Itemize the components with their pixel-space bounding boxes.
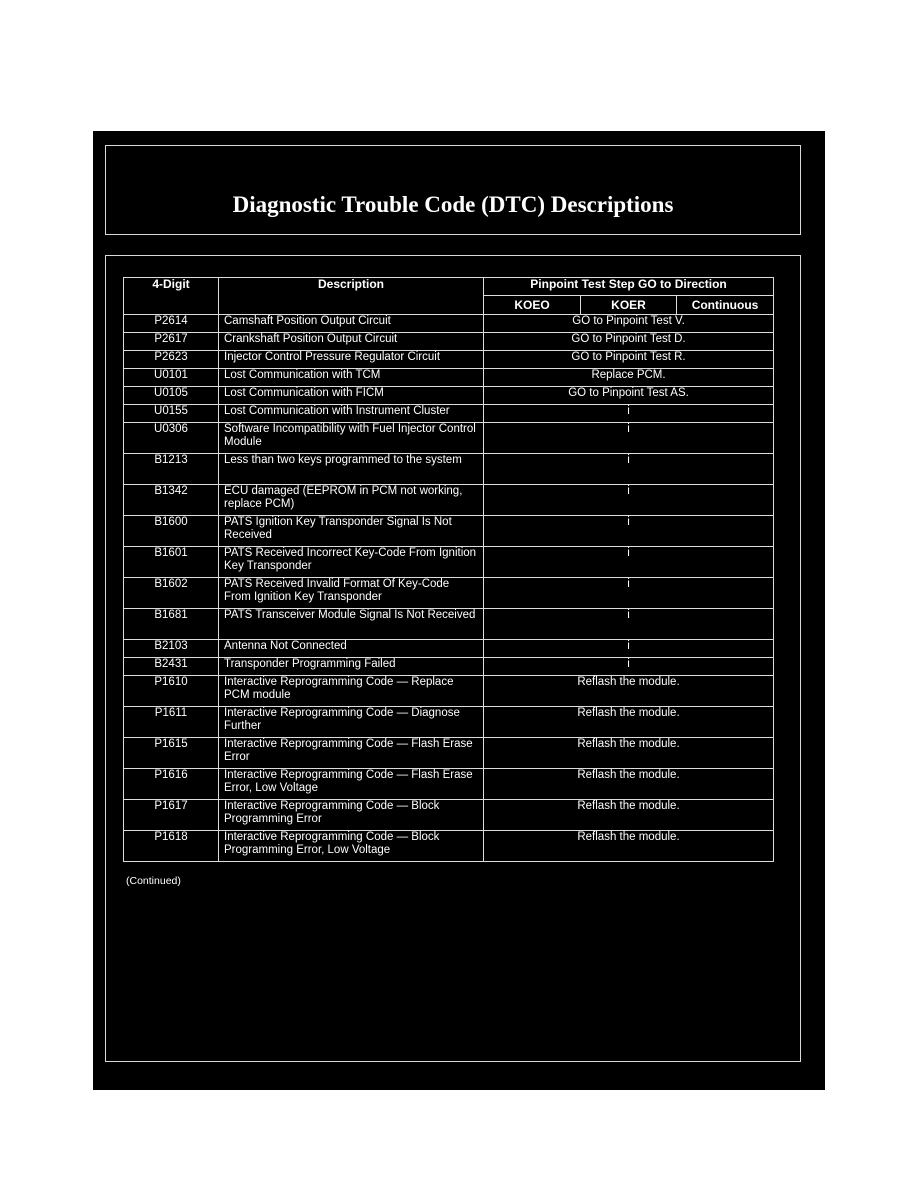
dtc-code: B2431 — [124, 658, 219, 676]
go-direction: GO to Pinpoint Test R. — [484, 351, 774, 369]
table-row — [124, 738, 774, 769]
dtc-code: P2614 — [124, 315, 219, 333]
dtc-description: PATS Received Incorrect Key-Code From Ignition Key Transponder — [219, 547, 484, 578]
go-direction: Reflash the module. — [484, 831, 774, 862]
dtc-code: U0101 — [124, 369, 219, 387]
dtc-description: Interactive Reprogramming Code — Block Programming Error, Low Voltage — [219, 831, 484, 862]
dtc-description: Transponder Programming Failed — [219, 658, 484, 676]
header-continuous: Continuous — [677, 296, 774, 315]
table-row — [124, 831, 774, 862]
dtc-description: Crankshaft Position Output Circuit — [219, 333, 484, 351]
go-direction: Reflash the module. — [484, 800, 774, 831]
table-row — [124, 351, 774, 369]
dtc-description: Less than two keys programmed to the system — [219, 454, 484, 485]
document-panel — [93, 131, 825, 1090]
dtc-description: PATS Ignition Key Transponder Signal Is Not Received — [219, 516, 484, 547]
table-row — [124, 369, 774, 387]
go-direction: i — [484, 485, 774, 516]
table-row — [124, 658, 774, 676]
dtc-code: B2103 — [124, 640, 219, 658]
go-direction: i — [484, 405, 774, 423]
dtc-code: P1611 — [124, 707, 219, 738]
dtc-description: Lost Communication with FICM — [219, 387, 484, 405]
content-box — [105, 255, 801, 1062]
dtc-description: Camshaft Position Output Circuit — [219, 315, 484, 333]
dtc-code: U0306 — [124, 423, 219, 454]
dtc-description: PATS Received Invalid Format Of Key-Code From Ignition Key Transponder — [219, 578, 484, 609]
go-direction: i — [484, 640, 774, 658]
go-direction: i — [484, 547, 774, 578]
go-direction: Reflash the module. — [484, 707, 774, 738]
table-row — [124, 547, 774, 578]
dtc-description: Lost Communication with TCM — [219, 369, 484, 387]
dtc-code: U0105 — [124, 387, 219, 405]
table-row — [124, 640, 774, 658]
go-direction: i — [484, 454, 774, 485]
dtc-description: Interactive Reprogramming Code — Flash Erase Error, Low Voltage — [219, 769, 484, 800]
table-row — [124, 609, 774, 640]
dtc-code: P1610 — [124, 676, 219, 707]
header-pinpoint-test: Pinpoint Test Step GO to Direction — [484, 278, 774, 296]
dtc-description: ECU damaged (EEPROM in PCM not working, replace PCM) — [219, 485, 484, 516]
dtc-description: Interactive Reprogramming Code — Diagnose Further — [219, 707, 484, 738]
table-row — [124, 800, 774, 831]
go-direction: Replace PCM. — [484, 369, 774, 387]
table-row — [124, 405, 774, 423]
title-box — [105, 145, 801, 235]
go-direction: Reflash the module. — [484, 769, 774, 800]
dtc-code: P1615 — [124, 738, 219, 769]
go-direction: i — [484, 516, 774, 547]
table-row — [124, 707, 774, 738]
go-direction: Reflash the module. — [484, 676, 774, 707]
dtc-description: PATS Transceiver Module Signal Is Not Received — [219, 609, 484, 640]
table-row — [124, 315, 774, 333]
header-koer: KOER — [581, 296, 677, 315]
dtc-description: Interactive Reprogramming Code — Block Programming Error — [219, 800, 484, 831]
dtc-code: B1681 — [124, 609, 219, 640]
go-direction: Reflash the module. — [484, 738, 774, 769]
dtc-description: Interactive Reprogramming Code — Replace PCM module — [219, 676, 484, 707]
dtc-description: Lost Communication with Instrument Cluster — [219, 405, 484, 423]
header-description: Description — [219, 278, 484, 315]
dtc-code: B1602 — [124, 578, 219, 609]
go-direction: GO to Pinpoint Test V. — [484, 315, 774, 333]
go-direction: i — [484, 609, 774, 640]
dtc-code: B1601 — [124, 547, 219, 578]
header-koeo: KOEO — [484, 296, 581, 315]
dtc-code: P1617 — [124, 800, 219, 831]
table-row — [124, 516, 774, 547]
dtc-code: B1342 — [124, 485, 219, 516]
go-direction: i — [484, 578, 774, 609]
dtc-code: U0155 — [124, 405, 219, 423]
table-row — [124, 333, 774, 351]
page-title: Diagnostic Trouble Code (DTC) Descriptions — [232, 192, 674, 217]
dtc-table — [123, 277, 774, 862]
continued-note: (Continued) — [126, 875, 181, 887]
dtc-description: Injector Control Pressure Regulator Circuit — [219, 351, 484, 369]
table-row — [124, 676, 774, 707]
table-row — [124, 485, 774, 516]
table-row — [124, 454, 774, 485]
header-4-digit: 4-Digit — [124, 278, 219, 315]
dtc-description: Software Incompatibility with Fuel Injector Control Module — [219, 423, 484, 454]
dtc-code: P2617 — [124, 333, 219, 351]
go-direction: i — [484, 423, 774, 454]
table-row — [124, 769, 774, 800]
table-row — [124, 387, 774, 405]
table-row — [124, 423, 774, 454]
table-row — [124, 578, 774, 609]
go-direction: GO to Pinpoint Test AS. — [484, 387, 774, 405]
go-direction: GO to Pinpoint Test D. — [484, 333, 774, 351]
dtc-description: Interactive Reprogramming Code — Flash Erase Error — [219, 738, 484, 769]
go-direction: i — [484, 658, 774, 676]
dtc-code: P1616 — [124, 769, 219, 800]
dtc-code: P1618 — [124, 831, 219, 862]
dtc-code: P2623 — [124, 351, 219, 369]
dtc-code: B1213 — [124, 454, 219, 485]
dtc-code: B1600 — [124, 516, 219, 547]
dtc-description: Antenna Not Connected — [219, 640, 484, 658]
